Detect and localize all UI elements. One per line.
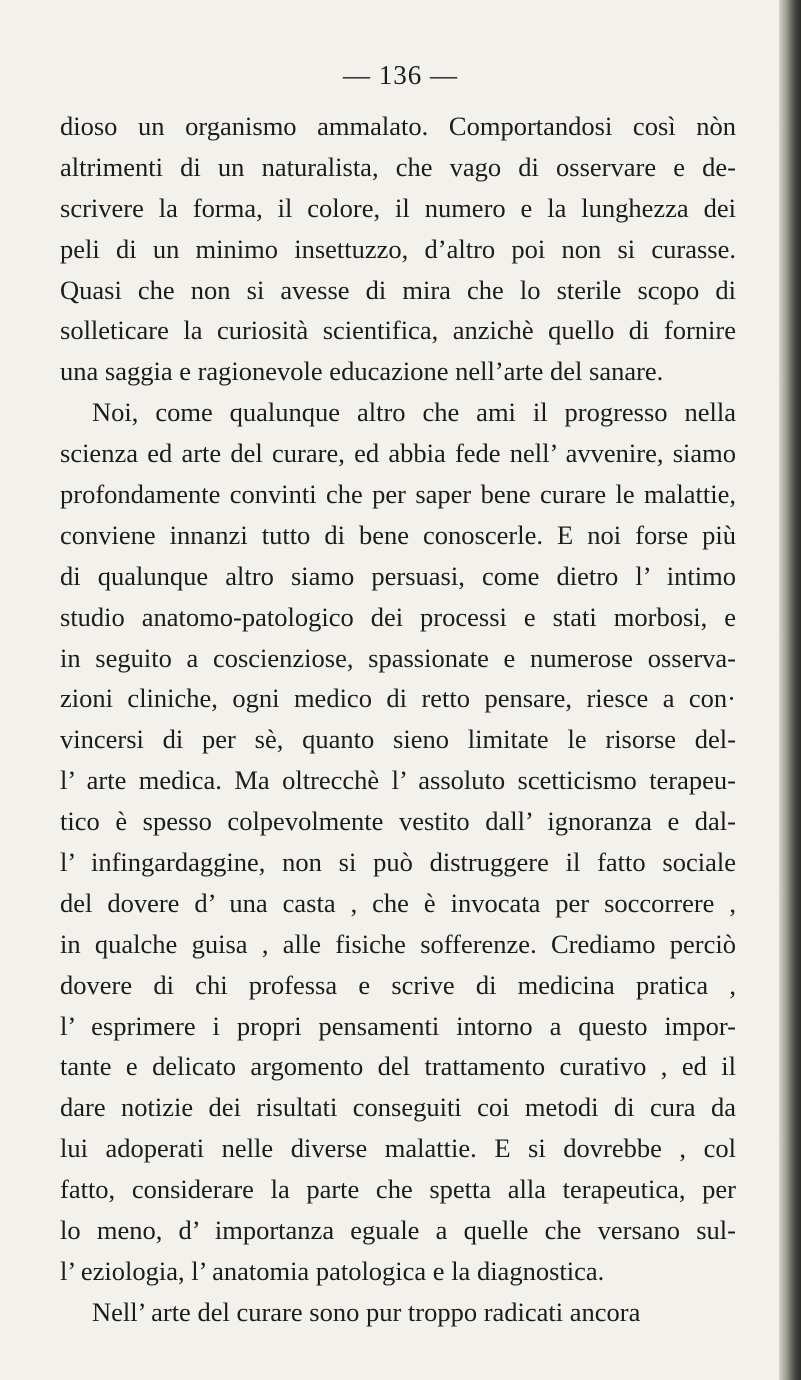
body-text (60, 106, 736, 1333)
text-line: del dovere d’ una casta , che è invocata per soccorrere , (60, 887, 736, 918)
text-line: dioso un organismo ammalato. Comportandosi così nòn (60, 111, 736, 141)
text-line: altrimenti di un naturalista, che vago di osservare e de- (60, 151, 736, 182)
text-line: tico è spesso colpevolmente vestito dall’ ignoranza e dal- (60, 806, 736, 837)
text-line: dovere di chi professa e scrive di medicina pratica , (60, 969, 736, 1000)
text-line: l’ arte medica. Ma oltrecchè l’ assoluto scetticismo terapeu- (60, 765, 736, 796)
text-line: l’ infingardaggine, non si può distruggere il fatto sociale (60, 847, 736, 878)
text-line: Quasi che non si avesse di mira che lo sterile scopo di (60, 274, 736, 305)
text-line: zioni cliniche, ogni medico di retto pensare, riesce a con· (60, 683, 736, 714)
text-line: conviene innanzi tutto di bene conoscerle. E noi forse più (60, 519, 736, 550)
text-line: l’ esprimere i propri pensamenti intorno a questo impor- (60, 1010, 736, 1041)
text-line: di qualunque altro siamo persuasi, come dietro l’ intimo (60, 560, 736, 591)
text-line: peli di un minimo insettuzzo, d’altro poi non si curasse. (60, 233, 736, 264)
text-line: scrivere la forma, il colore, il numero e la lunghezza dei (60, 192, 736, 223)
text-line: Nell’ arte del curare sono pur troppo radicati ancora (92, 1296, 641, 1327)
text-line: vincersi di per sè, quanto sieno limitate le risorse del- (60, 724, 736, 755)
text-line: dare notizie dei risultati conseguiti coi metodi di cura da (60, 1092, 736, 1123)
text-line: fatto, considerare la parte che spetta alla terapeutica, per (60, 1174, 736, 1205)
text-line: lui adoperati nelle diverse malattie. E si dovrebbe , col (60, 1133, 736, 1164)
text-line: profondamente convinti che per saper bene curare le malattie, (60, 479, 736, 510)
text-line: studio anatomo-patologico dei processi e stati morbosi, e (60, 601, 736, 632)
text-line: scienza ed arte del curare, ed abbia fede nell’ avvenire, siamo (60, 438, 736, 469)
text-line: in seguito a coscienziose, spassionate e numerose osserva- (60, 642, 736, 673)
text-line: Noi, come qualunque altro che ami il progresso nella (92, 397, 736, 428)
text-line: tante e delicato argomento del trattamento curativo , ed il (60, 1051, 736, 1082)
text-line: una saggia e ragionevole educazione nell’arte del sanare. (60, 356, 664, 387)
text-line: in qualche guisa , alle fisiche sofferenze. Crediamo perciò (60, 928, 736, 959)
text-line: lo meno, d’ importanza eguale a quelle che versano sul- (60, 1215, 736, 1246)
text-line: l’ eziologia, l’ anatomia patologica e la diagnostica. (60, 1255, 605, 1286)
page-binding-edge (779, 0, 801, 1380)
text-line: solleticare la curiosità scientifica, anzichè quello di fornire (60, 315, 736, 346)
page-number: — 136 — (343, 60, 458, 90)
